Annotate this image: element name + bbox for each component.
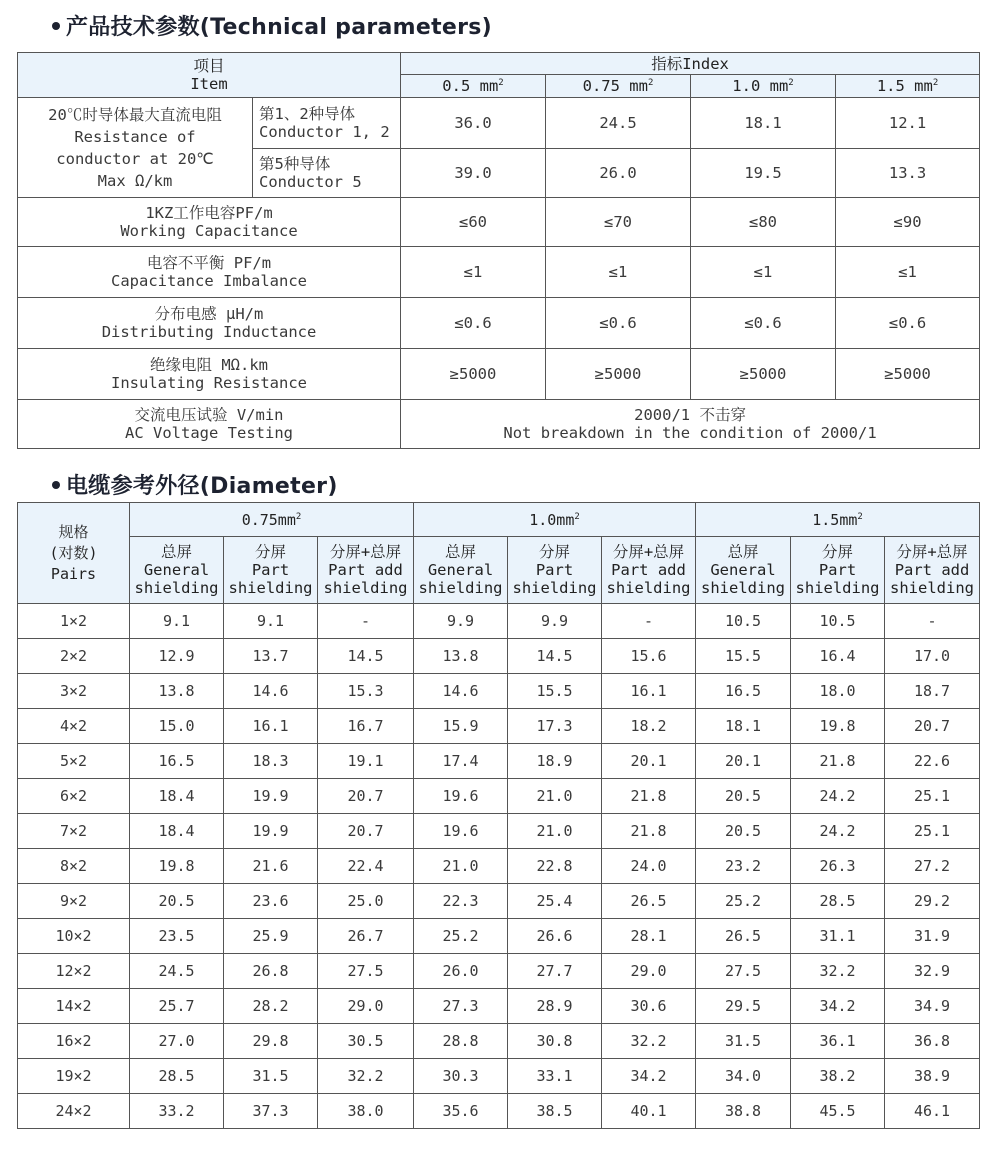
pairs-cell: 2×2: [18, 639, 130, 674]
pairs-cell: 8×2: [18, 849, 130, 884]
table-cell: 21.0: [508, 779, 602, 814]
table-cell: 25.0: [318, 884, 414, 919]
table-cell: 15.9: [414, 709, 508, 744]
table-cell: 16.5: [130, 744, 224, 779]
table-cell: 19.1: [318, 744, 414, 779]
row-label: 1KZ工作电容PF/m Working Capacitance: [18, 198, 401, 247]
table-cell: 20.1: [602, 744, 696, 779]
table-cell: 18.1: [696, 709, 791, 744]
table-cell: ≤0.6: [546, 298, 691, 349]
table-cell: 14.6: [224, 674, 318, 709]
table-cell: 25.1: [885, 814, 980, 849]
table-cell: 36.8: [885, 1024, 980, 1059]
table-cell: 21.0: [508, 814, 602, 849]
table-cell: 24.2: [791, 814, 885, 849]
table-cell: ≤90: [836, 198, 980, 247]
table-cell: 31.9: [885, 919, 980, 954]
table-cell: 19.6: [414, 779, 508, 814]
table-cell: 32.9: [885, 954, 980, 989]
table-cell: 36.0: [401, 98, 546, 149]
table-row: [18, 198, 980, 247]
table-cell: 38.9: [885, 1059, 980, 1094]
conductor-type-label: 第1、2种导体 Conductor 1, 2: [253, 98, 401, 149]
table-cell: 34.2: [791, 989, 885, 1024]
table-cell: 31.5: [696, 1024, 791, 1059]
shielding-subheader: 分屏+总屏 Part add shielding: [885, 537, 980, 604]
bullet-icon: [52, 22, 60, 30]
table-cell: 20.7: [885, 709, 980, 744]
table-cell: 29.8: [224, 1024, 318, 1059]
table-cell: 34.0: [696, 1059, 791, 1094]
table-cell: 18.2: [602, 709, 696, 744]
table-cell: ≤70: [546, 198, 691, 247]
table-cell: 26.7: [318, 919, 414, 954]
table-cell: 25.4: [508, 884, 602, 919]
table-row: [18, 1094, 980, 1129]
table-cell: 28.1: [602, 919, 696, 954]
table-row: [18, 884, 980, 919]
diameter-table-body: [18, 604, 980, 1129]
table-cell: 28.9: [508, 989, 602, 1024]
table-cell: 46.1: [885, 1094, 980, 1129]
table-cell: 17.4: [414, 744, 508, 779]
table-cell: -: [885, 604, 980, 639]
table-cell: 15.0: [130, 709, 224, 744]
shielding-subheader: 分屏+总屏 Part add shielding: [602, 537, 696, 604]
pairs-cell: 14×2: [18, 989, 130, 1024]
table-cell: 18.0: [791, 674, 885, 709]
table-cell: 15.6: [602, 639, 696, 674]
item-header: 项目 Item: [18, 53, 401, 98]
table-cell: 26.5: [696, 919, 791, 954]
table-cell: 30.6: [602, 989, 696, 1024]
table-cell: 29.2: [885, 884, 980, 919]
table-cell: 10.5: [791, 604, 885, 639]
table-cell: 27.0: [130, 1024, 224, 1059]
table-cell: 38.8: [696, 1094, 791, 1129]
table-cell: ≥5000: [836, 349, 980, 400]
table-cell: 20.5: [696, 779, 791, 814]
table-row: [18, 1024, 980, 1059]
pairs-cell: 6×2: [18, 779, 130, 814]
table-cell: 9.9: [414, 604, 508, 639]
resistance-label: 20℃时导体最大直流电阻 Resistance of conductor at 20℃ Max Ω/km: [18, 98, 253, 198]
table-cell: 13.3: [836, 149, 980, 198]
table-cell: ≥5000: [691, 349, 836, 400]
table-cell: ≥5000: [401, 349, 546, 400]
table-row: [18, 674, 980, 709]
group-header: $1.5mm^2$: [696, 503, 980, 537]
table-cell: 19.6: [414, 814, 508, 849]
table-cell: 19.9: [224, 779, 318, 814]
table-cell: 28.5: [791, 884, 885, 919]
table-cell: 12.9: [130, 639, 224, 674]
table-cell: 15.3: [318, 674, 414, 709]
table-cell: 9.9: [508, 604, 602, 639]
shielding-subheader: 总屏 General shielding: [130, 537, 224, 604]
table-cell: 23.2: [696, 849, 791, 884]
table-row: [18, 639, 980, 674]
table-cell: 21.6: [224, 849, 318, 884]
conductor-type-label: 第5种导体 Conductor 5: [253, 149, 401, 198]
table-cell: 17.0: [885, 639, 980, 674]
table-cell: 15.5: [508, 674, 602, 709]
row-label: 绝缘电阻 MΩ.km Insulating Resistance: [18, 349, 401, 400]
table-cell: 21.0: [414, 849, 508, 884]
size-header: 1.0 $mm^2$: [691, 75, 836, 98]
table-cell: 18.7: [885, 674, 980, 709]
table-cell: 32.2: [791, 954, 885, 989]
group-header: $0.75mm^2$: [130, 503, 414, 537]
table-cell: 30.8: [508, 1024, 602, 1059]
pairs-cell: 5×2: [18, 744, 130, 779]
table-row: [18, 814, 980, 849]
table-cell: 16.1: [602, 674, 696, 709]
table-cell: 24.5: [546, 98, 691, 149]
row-label: 电容不平衡 PF/m Capacitance Imbalance: [18, 247, 401, 298]
table-cell: 10.5: [696, 604, 791, 639]
table-cell: 23.6: [224, 884, 318, 919]
table-cell: 31.1: [791, 919, 885, 954]
table-cell: 9.1: [130, 604, 224, 639]
table-cell: 26.0: [414, 954, 508, 989]
table-cell: 33.1: [508, 1059, 602, 1094]
table-cell: 34.9: [885, 989, 980, 1024]
table-cell: 13.8: [414, 639, 508, 674]
table-cell: 24.0: [602, 849, 696, 884]
technical-parameters-table: [17, 52, 980, 449]
table-cell: ≤0.6: [836, 298, 980, 349]
table-row: [18, 98, 980, 149]
shielding-subheader: 分屏 Part shielding: [224, 537, 318, 604]
size-header: 0.5 $mm^2$: [401, 75, 546, 98]
table-cell: 25.1: [885, 779, 980, 814]
row-label: 分布电感 μH/m Distributing Inductance: [18, 298, 401, 349]
table-cell: 31.5: [224, 1059, 318, 1094]
table-cell: 26.0: [546, 149, 691, 198]
table-cell: 19.8: [791, 709, 885, 744]
table-row: [18, 298, 980, 349]
table-cell: 21.8: [791, 744, 885, 779]
table-cell: 27.7: [508, 954, 602, 989]
group-header: $1.0mm^2$: [414, 503, 696, 537]
pairs-cell: 1×2: [18, 604, 130, 639]
table-cell: 35.6: [414, 1094, 508, 1129]
table-cell: 16.5: [696, 674, 791, 709]
table-cell: 18.4: [130, 779, 224, 814]
table-cell: 20.5: [130, 884, 224, 919]
table-cell: 15.5: [696, 639, 791, 674]
table-row: [18, 1059, 980, 1094]
pairs-cell: 10×2: [18, 919, 130, 954]
table-row: [18, 247, 980, 298]
table-cell: 18.4: [130, 814, 224, 849]
table-header-row: [18, 53, 980, 75]
table-cell: 27.5: [696, 954, 791, 989]
table-cell: 22.8: [508, 849, 602, 884]
pairs-cell: 9×2: [18, 884, 130, 919]
table-cell: 32.2: [318, 1059, 414, 1094]
table-cell: 26.3: [791, 849, 885, 884]
table-cell: ≤1: [691, 247, 836, 298]
table-cell: 20.7: [318, 814, 414, 849]
diameter-table: [17, 502, 980, 1129]
table-row: [18, 989, 980, 1024]
table-cell: 25.7: [130, 989, 224, 1024]
table-row: [18, 744, 980, 779]
table-cell: 19.5: [691, 149, 836, 198]
table-cell: 30.3: [414, 1059, 508, 1094]
shielding-subheader: 分屏 Part shielding: [791, 537, 885, 604]
table-cell: 21.8: [602, 779, 696, 814]
table-cell: 34.2: [602, 1059, 696, 1094]
table-cell: ≤1: [836, 247, 980, 298]
table-cell: 39.0: [401, 149, 546, 198]
table-cell: 33.2: [130, 1094, 224, 1129]
table-cell: 30.5: [318, 1024, 414, 1059]
table-cell: 25.9: [224, 919, 318, 954]
table-cell: 38.2: [791, 1059, 885, 1094]
table-cell: 16.1: [224, 709, 318, 744]
pairs-cell: 24×2: [18, 1094, 130, 1129]
table-cell: 20.5: [696, 814, 791, 849]
table-cell: 36.1: [791, 1024, 885, 1059]
row-label: 交流电压试验 V/min AC Voltage Testing: [18, 400, 401, 449]
table-cell: 16.4: [791, 639, 885, 674]
table-cell: 13.7: [224, 639, 318, 674]
shielding-subheader: 分屏 Part shielding: [508, 537, 602, 604]
table-row: [18, 849, 980, 884]
table-row: [18, 349, 980, 400]
table-row: [18, 779, 980, 814]
table-cell: 18.9: [508, 744, 602, 779]
table-cell: 13.8: [130, 674, 224, 709]
table-cell: 27.3: [414, 989, 508, 1024]
table-cell: 16.7: [318, 709, 414, 744]
table-header-row: [18, 503, 980, 537]
table-cell: 22.4: [318, 849, 414, 884]
index-header: 指标Index: [401, 53, 980, 75]
table-cell: 12.1: [836, 98, 980, 149]
table-cell: ≤80: [691, 198, 836, 247]
table-cell: 38.5: [508, 1094, 602, 1129]
table-cell: ≤1: [401, 247, 546, 298]
table-cell: 28.5: [130, 1059, 224, 1094]
pairs-cell: 7×2: [18, 814, 130, 849]
table-cell: ≥5000: [546, 349, 691, 400]
table-cell: ≤1: [546, 247, 691, 298]
pairs-cell: 19×2: [18, 1059, 130, 1094]
table-cell: 9.1: [224, 604, 318, 639]
table-cell: 29.0: [602, 954, 696, 989]
size-header: 0.75 $mm^2$: [546, 75, 691, 98]
table-cell: 32.2: [602, 1024, 696, 1059]
table-cell: 27.5: [318, 954, 414, 989]
table-cell: 18.3: [224, 744, 318, 779]
table-cell: 19.8: [130, 849, 224, 884]
table-row: [18, 604, 980, 639]
table-cell: 24.2: [791, 779, 885, 814]
diameter-heading: 电缆参考外径(Diameter): [52, 469, 338, 500]
table-cell: 19.9: [224, 814, 318, 849]
table-cell: 18.1: [691, 98, 836, 149]
table-row: [18, 400, 980, 449]
technical-parameters-heading: 产品技术参数(Technical parameters): [52, 10, 492, 41]
table-cell: 14.5: [508, 639, 602, 674]
table-cell: ≤60: [401, 198, 546, 247]
table-cell: -: [318, 604, 414, 639]
table-row: [18, 954, 980, 989]
table-cell: 29.0: [318, 989, 414, 1024]
table-cell: 22.6: [885, 744, 980, 779]
pairs-header: 规格 (对数) Pairs: [18, 503, 130, 604]
pairs-cell: 3×2: [18, 674, 130, 709]
table-cell: 20.7: [318, 779, 414, 814]
table-cell: 28.8: [414, 1024, 508, 1059]
table-cell: 26.8: [224, 954, 318, 989]
ac-voltage-value: 2000/1 不击穿 Not breakdown in the condition of 2000/1: [401, 400, 980, 449]
subheader-row: [18, 537, 980, 604]
table-row: [18, 709, 980, 744]
table-cell: 28.2: [224, 989, 318, 1024]
table-cell: 37.3: [224, 1094, 318, 1129]
table-cell: 14.6: [414, 674, 508, 709]
table-cell: 40.1: [602, 1094, 696, 1129]
table-row: [18, 919, 980, 954]
table-cell: 17.3: [508, 709, 602, 744]
table-cell: 38.0: [318, 1094, 414, 1129]
table-cell: 25.2: [414, 919, 508, 954]
shielding-subheader: 总屏 General shielding: [414, 537, 508, 604]
table-cell: 45.5: [791, 1094, 885, 1129]
size-header: 1.5 $mm^2$: [836, 75, 980, 98]
table-cell: ≤0.6: [691, 298, 836, 349]
table-cell: 20.1: [696, 744, 791, 779]
table-cell: 23.5: [130, 919, 224, 954]
table-cell: 21.8: [602, 814, 696, 849]
table-cell: 14.5: [318, 639, 414, 674]
pairs-cell: 12×2: [18, 954, 130, 989]
pairs-cell: 4×2: [18, 709, 130, 744]
table-cell: 24.5: [130, 954, 224, 989]
shielding-subheader: 分屏+总屏 Part add shielding: [318, 537, 414, 604]
table-cell: 27.2: [885, 849, 980, 884]
table-cell: 22.3: [414, 884, 508, 919]
table-cell: 29.5: [696, 989, 791, 1024]
table-cell: 26.6: [508, 919, 602, 954]
bullet-icon: [52, 481, 60, 489]
table-cell: 25.2: [696, 884, 791, 919]
pairs-cell: 16×2: [18, 1024, 130, 1059]
table-cell: 26.5: [602, 884, 696, 919]
table-cell: -: [602, 604, 696, 639]
table-cell: ≤0.6: [401, 298, 546, 349]
shielding-subheader: 总屏 General shielding: [696, 537, 791, 604]
